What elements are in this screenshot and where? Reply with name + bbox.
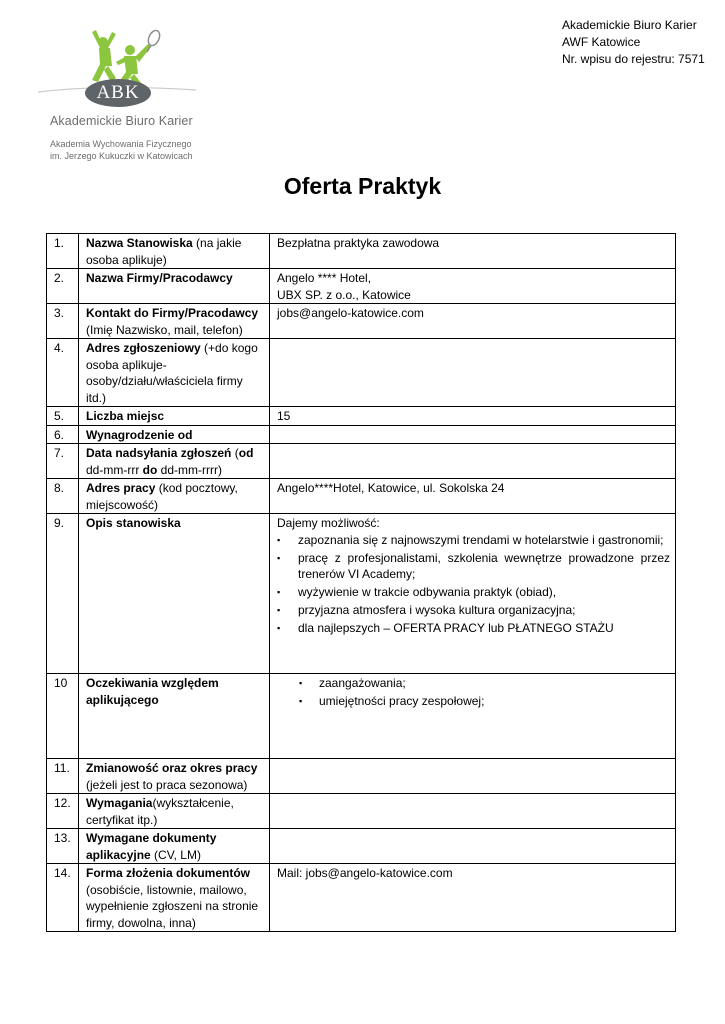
row-value [270, 514, 676, 674]
row-value-line: UBX SP. z o.o., Katowice [277, 287, 411, 302]
list-item: ▪ przyjazna atmosfera i wysoka kultura organizacyjna; [277, 602, 670, 619]
row-label [79, 339, 270, 407]
row-value [270, 304, 676, 339]
row-value [270, 234, 676, 269]
table-row [47, 234, 676, 269]
table-row [47, 759, 676, 794]
row-number: 5. [47, 407, 79, 426]
list-item: ▪ dla najlepszych – OFERTA PRACY lub PŁATNEGO STAŻU [277, 620, 670, 637]
row-label-part: do [142, 462, 158, 477]
table-row [47, 269, 676, 304]
row-label-title: Kontakt do Firmy/Pracodawcy [86, 306, 259, 320]
table-row [47, 479, 676, 514]
row-number: 11. [47, 759, 79, 794]
row-label-title: Forma złożenia dokumentów [86, 866, 251, 880]
row-value [270, 269, 676, 304]
logo-subtitle-line: im. Jerzego Kukuczki w Katowicach [50, 151, 193, 161]
row-number: 6. [47, 425, 79, 444]
row-value-intro: Dajemy możliwość: [277, 516, 380, 530]
row-number: 8. [47, 479, 79, 514]
row-value [270, 864, 676, 932]
row-label-title: Wymagania [86, 796, 153, 810]
row-number: 9. [47, 514, 79, 674]
row-value [270, 829, 676, 864]
row-label-part: dd-mm-rrrr) [157, 462, 222, 477]
table-row [47, 304, 676, 339]
row-number: 4. [47, 339, 79, 407]
row-number: 7. [47, 444, 79, 479]
table-row [47, 674, 676, 759]
row-label-title: Wynagrodzenie od [86, 427, 193, 442]
row-label-note: (na jakie osoba aplikuje) [86, 236, 242, 267]
row-label [79, 407, 270, 426]
row-label [79, 829, 270, 864]
row-label-title: Wymagane dokumenty aplikacyjne [86, 831, 217, 862]
logo-subtitle [50, 138, 193, 162]
row-label [79, 794, 270, 829]
offer-table [46, 233, 676, 932]
header-line: Akademickie Biuro Karier [562, 18, 697, 32]
row-value [270, 407, 676, 426]
row-number: 2. [47, 269, 79, 304]
row-label-title: Liczba miejsc [86, 409, 165, 423]
row-label-title: Zmianowość oraz okres pracy [86, 761, 258, 775]
row-value-line: Angelo **** Hotel, [277, 271, 372, 285]
abk-logo [36, 26, 201, 166]
table-row [47, 444, 676, 479]
row-value-line: Bezpłatna praktyka zawodowa [277, 236, 440, 250]
row-label [79, 304, 270, 339]
row-number: 1. [47, 234, 79, 269]
row-label-note: (+do kogo osoba aplikuje- osoby/działu/właściciela firmy itd.) [86, 341, 258, 405]
row-label-title: Adres zgłoszeniowy [86, 341, 201, 355]
row-label [79, 444, 270, 479]
logo-subtitle-line: Akademia Wychowania Fizycznego [50, 139, 192, 149]
row-label-title: Adres pracy [86, 481, 156, 495]
row-value [270, 444, 676, 479]
row-label-part: Data nadsyłania zgłoszeń [86, 446, 232, 460]
page-title: Oferta Praktyk [283, 173, 442, 199]
logo-name: Akademickie Biuro Karier [50, 114, 193, 128]
row-label-part: ( [231, 446, 239, 460]
row-label-note: (osobiście, listownie, mailowo, wypełnienie zgłoszeni na stronie firmy, dowolna, inna) [86, 882, 259, 930]
benefits-list [277, 532, 670, 637]
row-label [79, 514, 270, 674]
table-row [47, 864, 676, 932]
header-line: AWF Katowice [562, 35, 641, 49]
table-row [47, 794, 676, 829]
row-value [270, 339, 676, 407]
row-label-note: (kod pocztowy, miejscowość) [86, 481, 238, 512]
row-label-title: Oczekiwania względem aplikującego [86, 676, 219, 707]
header-line: Nr. wpisu do rejestru: 7571 [562, 52, 705, 66]
row-value [270, 674, 676, 759]
row-value-line: 15 [277, 409, 291, 423]
list-item: ▪ umiejętności pracy zespołowej; [277, 693, 670, 710]
row-value [270, 425, 676, 444]
table-row [47, 829, 676, 864]
row-label [79, 425, 270, 444]
list-item: ▪ zapoznania się z najnowszymi trendami w hotelarstwie i gastronomii; [277, 532, 670, 549]
row-label-note: (wykształcenie, certyfikat itp.) [86, 796, 234, 827]
row-label-note: (Imię Nazwisko, mail, telefon) [86, 322, 243, 337]
list-item: ▪ zaangażowania; [277, 675, 670, 692]
header-address [562, 17, 705, 68]
row-label-note: (jeżeli jest to praca sezonowa) [86, 777, 248, 792]
row-label-title: Opis stanowiska [86, 516, 181, 530]
row-label-part: dd-mm-rrr [86, 462, 143, 477]
list-item: ▪ wyżywienie w trakcie odbywania praktyk (obiad), [277, 584, 670, 601]
logo-abbr: ABK [96, 82, 140, 103]
row-number: 13. [47, 829, 79, 864]
row-label [79, 674, 270, 759]
row-label-title: Nazwa Firmy/Pracodawcy [86, 271, 233, 285]
row-value [270, 759, 676, 794]
table-row [47, 425, 676, 444]
list-item: ▪ pracę z profesjonalistami, szkolenia wewnętrze prowadzone przez trenerów VI Academy; [277, 550, 670, 583]
row-value-line: jobs@angelo-katowice.com [277, 306, 424, 320]
row-number: 14. [47, 864, 79, 932]
row-label-note: (CV, LM) [150, 847, 201, 862]
row-label [79, 479, 270, 514]
row-label-title: Nazwa Stanowiska [86, 236, 193, 250]
row-value [270, 794, 676, 829]
row-number: 10 [47, 674, 79, 759]
row-label [79, 234, 270, 269]
row-value-line: Mail: jobs@angelo-katowice.com [277, 866, 453, 880]
row-label [79, 864, 270, 932]
row-label-part: od [238, 446, 254, 460]
table-row [47, 514, 676, 674]
row-value [270, 479, 676, 514]
row-value-line: Angelo****Hotel, Katowice, ul. Sokolska 24 [277, 481, 505, 495]
table-row [47, 339, 676, 407]
expectations-list [277, 675, 670, 710]
row-number: 3. [47, 304, 79, 339]
row-number: 12. [47, 794, 79, 829]
row-label [79, 269, 270, 304]
table-row [47, 407, 676, 426]
row-label [79, 759, 270, 794]
